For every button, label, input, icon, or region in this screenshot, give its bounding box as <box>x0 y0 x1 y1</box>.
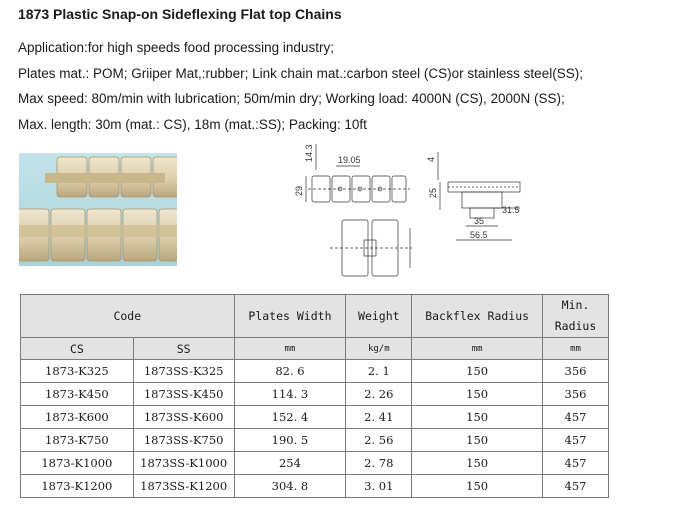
min-radius-header-line1: Min. <box>561 298 590 312</box>
weight-unit: kg/m <box>346 338 412 360</box>
dim-25-label: 25 <box>428 187 438 198</box>
plates-unit: mm <box>234 338 346 360</box>
min-radius-cell: 457 <box>543 475 609 498</box>
width-cell: 254 <box>234 452 346 475</box>
cs-subheader: CS <box>21 338 134 360</box>
dim-14-3-label: 14.3 <box>304 144 314 162</box>
subheader-row <box>21 338 609 360</box>
min-radius-cell: 356 <box>543 383 609 406</box>
backflex-cell: 150 <box>412 360 543 383</box>
width-cell: 304. 8 <box>234 475 346 498</box>
table-row <box>21 383 609 406</box>
backflex-cell: 150 <box>412 452 543 475</box>
chain-photo-graphic <box>19 153 177 266</box>
weight-cell: 2. 78 <box>346 452 412 475</box>
ss-code-cell: 1873SS-K600 <box>133 406 234 429</box>
backflex-cell: 150 <box>412 383 543 406</box>
min-radius-header <box>543 295 609 338</box>
cs-code-cell: 1873-K1000 <box>21 452 134 475</box>
backflex-header: Backflex Radius <box>412 295 543 338</box>
min-radius-cell: 356 <box>543 360 609 383</box>
min-radius-cell: 457 <box>543 452 609 475</box>
table-row <box>21 406 609 429</box>
ss-code-cell: 1873SS-K450 <box>133 383 234 406</box>
min-radius-unit: mm <box>543 338 609 360</box>
cs-code-cell: 1873-K1200 <box>21 475 134 498</box>
width-cell: 82. 6 <box>234 360 346 383</box>
dim-4-label: 4 <box>426 156 436 162</box>
ss-code-cell: 1873SS-K325 <box>133 360 234 383</box>
code-header: Code <box>21 295 235 338</box>
cs-code-cell: 1873-K325 <box>21 360 134 383</box>
dim-35-label: 35 <box>474 216 485 226</box>
table-row <box>21 452 609 475</box>
width-cell: 152. 4 <box>234 406 346 429</box>
application-text: Application:for high speeds food processing industry; <box>18 40 334 55</box>
dim-31-5-label: 31.5 <box>502 205 520 215</box>
speed-text: Max speed: 80m/min with lubrication; 50m/min dry; Working load: 4000N (CS), 2000N (SS); <box>18 91 565 106</box>
weight-cell: 3. 01 <box>346 475 412 498</box>
backflex-cell: 150 <box>412 429 543 452</box>
length-text: Max. length: 30m (mat.: CS), 18m (mat.:SS); Packing: 10ft <box>18 117 367 132</box>
min-radius-cell: 457 <box>543 406 609 429</box>
weight-cell: 2. 1 <box>346 360 412 383</box>
width-cell: 190. 5 <box>234 429 346 452</box>
dim-29-label: 29 <box>294 185 304 196</box>
materials-text: Plates mat.: POM; Griiper Mat,:rubber; Link chain mat.:carbon steel (CS)or stainless steel(SS); <box>18 66 583 81</box>
cs-code-cell: 1873-K750 <box>21 429 134 452</box>
weight-cell: 2. 41 <box>346 406 412 429</box>
weight-header: Weight <box>346 295 412 338</box>
ss-code-cell: 1873SS-K1200 <box>133 475 234 498</box>
weight-cell: 2. 56 <box>346 429 412 452</box>
header-row <box>21 295 609 338</box>
ss-code-cell: 1873SS-K1000 <box>133 452 234 475</box>
ss-code-cell: 1873SS-K750 <box>133 429 234 452</box>
backflex-cell: 150 <box>412 475 543 498</box>
backflex-cell: 150 <box>412 406 543 429</box>
min-radius-cell: 457 <box>543 429 609 452</box>
plates-width-header: Plates Width <box>234 295 346 338</box>
dim-56-5-label: 56.5 <box>470 230 488 240</box>
dim-19-05-label: 19.05 <box>338 155 361 165</box>
table-row <box>21 429 609 452</box>
cs-code-cell: 1873-K600 <box>21 406 134 429</box>
backflex-unit: mm <box>412 338 543 360</box>
technical-drawing-graphic <box>290 140 530 280</box>
spec-table <box>20 294 609 498</box>
table-row <box>21 475 609 498</box>
page-title: 1873 Plastic Snap-on Sideflexing Flat top Chains <box>18 6 342 22</box>
cs-code-cell: 1873-K450 <box>21 383 134 406</box>
chain-photo <box>19 153 177 266</box>
technical-drawing <box>290 140 530 280</box>
weight-cell: 2. 26 <box>346 383 412 406</box>
width-cell: 114. 3 <box>234 383 346 406</box>
ss-subheader: SS <box>133 338 234 360</box>
table-row <box>21 360 609 383</box>
min-radius-header-line2: Radius <box>554 319 597 333</box>
